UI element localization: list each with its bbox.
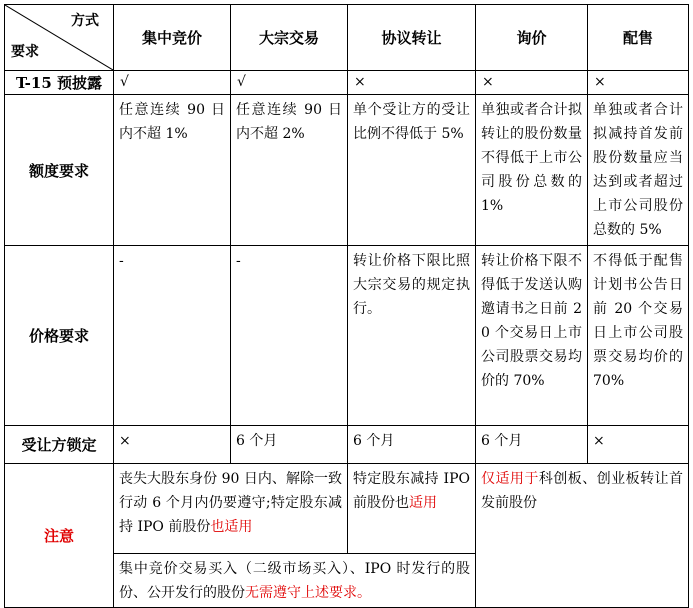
cell-lockup-agreement: 6 个月 [348,426,476,464]
note-major-shareholder-text: 丧失大股东身份 90 日内、解除一致行动 6 个月内仍要遵守;特定股东减持 IPO 前股份 [119,471,342,535]
row-label-note: 注意 [5,464,114,608]
cell-note-exempt [114,554,476,608]
cell-price-inquiry: 转让价格下限不得低于发送认购邀请书之日前 20 个交易日上市公司股票交易均价的 70% [476,246,588,426]
header-row [5,5,689,71]
row-price [5,246,689,426]
note-agreement-text: 特定股东减持 IPO 前股份也 [353,471,470,511]
corner-cell [5,5,114,71]
note-star-market-text: 科创板、创业板转让首发前股份 [481,471,684,511]
row-label-lockup: 受让方锁定 [5,426,114,464]
cell-lockup-block: 6 个月 [231,426,348,464]
cell-lockup-placement: × [588,426,689,464]
note-exempt-text: 集中竞价交易买入（二级市场买入）、IPO 时发行的股份、公开发行的股份 [119,561,470,601]
row-disclosure [5,71,689,95]
cell-amount-agreement: 单个受让方的受让比例不得低于 5% [348,95,476,246]
row-label-disclosure: T-15 预披露 [5,71,114,95]
cell-disclosure-agreement: × [348,71,476,95]
reduction-rules-table [4,4,689,608]
cell-lockup-inquiry: 6 个月 [476,426,588,464]
cell-price-placement: 不得低于配售计划书公告日前 20 个交易日上市公司股票交易均价的 70% [588,246,689,426]
cell-disclosure-inquiry: × [476,71,588,95]
row-label-amount: 额度要求 [5,95,114,246]
cell-disclosure-placement: × [588,71,689,95]
cell-amount-placement: 单独或者合计拟减持首发前股份数量应当达到或者超过上市公司股份总数的 5% [588,95,689,246]
cell-disclosure-centralized: √ [114,71,231,95]
corner-bottom-label: 要求 [11,44,39,60]
col-header-placement: 配售 [588,5,689,71]
col-header-block-trade: 大宗交易 [231,5,348,71]
cell-lockup-centralized: × [114,426,231,464]
cell-disclosure-block: √ [231,71,348,95]
row-label-price: 价格要求 [5,246,114,426]
corner-top-label: 方式 [71,13,99,29]
cell-price-block: - [231,246,348,426]
row-amount [5,95,689,246]
row-note [5,464,689,554]
note-exempt-emphasis: 无需遵守上述要求。 [245,585,371,601]
cell-amount-block: 任意连续 90 日内不超 2% [231,95,348,246]
cell-amount-centralized: 任意连续 90 日内不超 1% [114,95,231,246]
col-header-centralized-bidding: 集中竞价 [114,5,231,71]
cell-note-star-market [476,464,689,608]
row-lockup [5,426,689,464]
col-header-agreement-transfer: 协议转让 [348,5,476,71]
cell-amount-inquiry: 单独或者合计拟转让的股份数量不得低于上市公司股份总数的 1% [476,95,588,246]
cell-price-centralized: - [114,246,231,426]
note-major-shareholder-emphasis: 也适用 [210,519,253,535]
cell-note-agreement [348,464,476,554]
note-star-market-emphasis: 仅适用于 [481,471,539,487]
note-agreement-emphasis: 适用 [409,495,437,511]
cell-note-major-shareholder [114,464,348,554]
cell-price-agreement: 转让价格下限比照大宗交易的规定执行。 [348,246,476,426]
col-header-inquiry: 询价 [476,5,588,71]
